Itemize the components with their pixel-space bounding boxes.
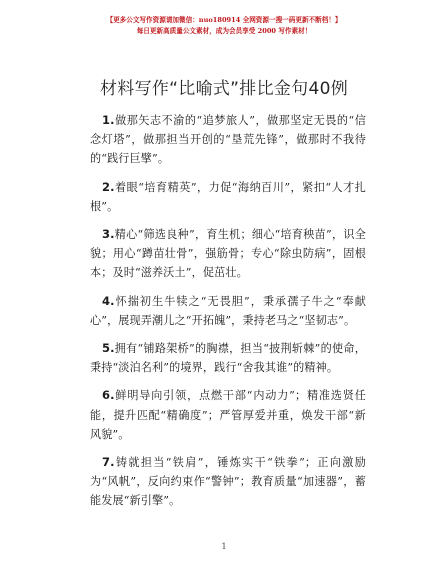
paragraph-5 bbox=[90, 339, 366, 377]
document-body bbox=[90, 111, 366, 520]
paragraph-number: 2. bbox=[102, 179, 115, 194]
paragraph-text: 做那矢志不渝的“追梦旅人”，做那坚定无畏的“信念灯塔”，做那担当开创的“垦荒先锋”，做那时不我待的“践行巨擘”。 bbox=[90, 114, 366, 166]
page-number: 1 bbox=[221, 542, 227, 551]
document-title: 材料写作“比喻式”排比金句40例 bbox=[99, 79, 349, 99]
paragraph-number: 7. bbox=[102, 455, 115, 470]
paragraph-2 bbox=[90, 178, 366, 216]
paragraph-3 bbox=[90, 225, 366, 283]
paragraph-4 bbox=[90, 292, 366, 330]
paragraph-text: 拥有“铺路架桥”的胸襟，担当“披荆斩棘”的使命，秉持“淡泊名利”的境界，践行“舍我其谁”的精神。 bbox=[90, 342, 366, 375]
promo-banner-line-1: 【更多公文写作资源请加微信：nuo180914 全网资源一搜一码更新不断档！】 bbox=[106, 16, 342, 24]
paragraph-text: 着眼“培育精英”，力促“海纳百川”，紧扣“人才扎根”。 bbox=[90, 180, 366, 213]
paragraph-6 bbox=[90, 386, 366, 444]
paragraph-number: 3. bbox=[102, 227, 115, 242]
paragraph-1 bbox=[90, 111, 366, 169]
paragraph-text: 怀揣初生牛犊之“无畏胆”，秉承孺子牛之“奉献心”，展现弄潮儿之“开拓魄”，秉持老马之“坚韧志”。 bbox=[90, 294, 366, 327]
paragraph-7 bbox=[90, 453, 366, 511]
paragraph-text: 鲜明导向引领，点燃干部“内动力”；精准选贤任能，提升匹配“精确度”；严管厚爱并重，焕发干部“新风貌”。 bbox=[90, 389, 366, 441]
paragraph-number: 5. bbox=[102, 341, 115, 356]
paragraph-text: 精心“筛选良种”，育生机；细心“培育秧苗”，识全貌；用心“蹲苗壮骨”，强筋骨；专心“除虫防病”，固根本；及时“滋养沃土”，促茁壮。 bbox=[90, 228, 366, 280]
paragraph-number: 6. bbox=[102, 388, 115, 403]
paragraph-text: 铸就担当“铁肩”，锤炼实干“铁拳”；正向激励为“风帆”，反向约束作“警钟”；教育质量“加速器”，蓄能发展“新引擎”。 bbox=[90, 456, 366, 508]
paragraph-number: 4. bbox=[102, 293, 115, 308]
paragraph-number: 1. bbox=[102, 113, 115, 127]
promo-banner-line-2: 每日更新高质量公文素材，成为会员享受 2000 写作素材！ bbox=[136, 27, 312, 35]
